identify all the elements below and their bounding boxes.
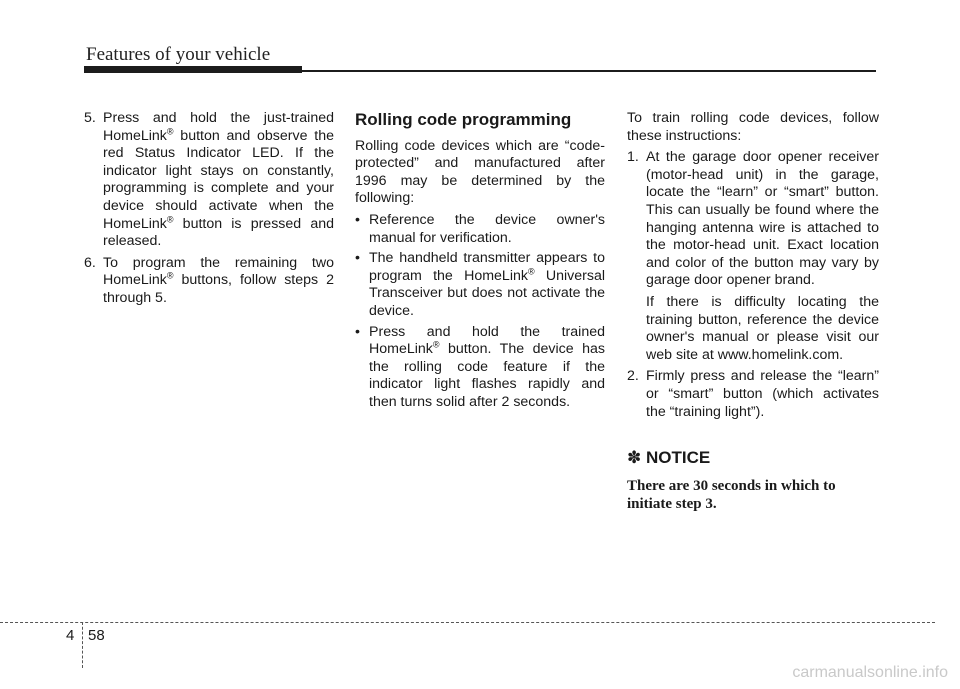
step-number: 5.: [84, 110, 96, 126]
footer-rule: [0, 622, 935, 623]
notice-heading: [627, 449, 879, 467]
page-number: 58: [88, 627, 105, 644]
header-rule-thick: [84, 66, 302, 73]
bullet-text: button. The device has the rolling code feature if the indicator light flashes rapidly and then turns solid after 2 seconds.: [369, 341, 605, 410]
column-2: [355, 110, 605, 415]
bullet-item: [355, 212, 605, 247]
step-number: 6.: [84, 254, 96, 271]
registered-mark: ®: [166, 125, 174, 136]
column-3: [627, 110, 879, 513]
instructions-intro: To train rolling code devices, follow these instructions:: [627, 110, 879, 144]
section-intro: Rolling code devices which are “code-protected” and manufactured after 1996 may be determined by the following:: [355, 137, 605, 207]
registered-mark: ®: [432, 339, 440, 350]
step-number: 1.: [627, 149, 639, 166]
bullet-text: The handheld transmitter appears to program the HomeLink: [369, 250, 605, 284]
step-text: At the garage door opener receiver (motor-head unit) in the garage, locate the “learn” or “smart” button. This can usually be found where the hanging antenna wire is attached to the motor-head unit. Exact location and color of the button may vary by garage door opener brand.: [646, 149, 879, 289]
step-text: Firmly press and release the “learn” or “smart” button (which activates the “training light”).: [646, 368, 879, 420]
instruction-step-2: [627, 368, 879, 421]
column-1: [84, 110, 334, 312]
bullet-icon: •: [355, 211, 360, 228]
step-text: button is pressed and released.: [103, 215, 334, 250]
step-text: To program the remaining two HomeLink: [103, 254, 334, 289]
step-number: 2.: [627, 368, 639, 385]
instruction-step-1: [627, 149, 879, 290]
bullet-text: Universal Transceiver but does not activate the device.: [369, 267, 605, 319]
watermark: carmanualsonline.info: [792, 664, 948, 681]
step-6: [84, 255, 334, 308]
step-5: [84, 110, 334, 251]
bullet-text: Reference the device owner's manual for verification.: [369, 211, 605, 246]
step-text: button and observe the red Status Indicator LED. If the indicator light stays on constantly, programming is complete and your device should activate when the HomeLink: [103, 127, 334, 232]
notice-text: There are 30 seconds in which to initiate step 3.: [627, 477, 836, 512]
bullet-text: Press and hold the trained HomeLink: [369, 323, 605, 358]
bullet-icon: •: [355, 323, 360, 340]
step-1-extra: If there is difficulty locating the training button, reference the device owner's manual or please visit our web site at www.homelink.com.: [646, 293, 879, 363]
registered-mark: ®: [527, 266, 535, 277]
step-text: Press and hold the just-trained HomeLink: [103, 110, 334, 144]
header-rule-thin: [302, 70, 876, 72]
step-text: buttons, follow steps 2 through 5.: [103, 272, 334, 306]
registered-mark: ®: [166, 213, 174, 224]
bullet-icon: •: [355, 250, 360, 267]
registered-mark: ®: [166, 270, 174, 281]
chapter-number: 4: [66, 627, 75, 644]
bullet-item: [355, 250, 605, 320]
footer-divider: [82, 622, 83, 668]
section-title: Rolling code programming: [355, 110, 572, 129]
notice-icon: ✽: [627, 448, 642, 468]
bullet-item: [355, 324, 605, 412]
header-title: Features of your vehicle: [86, 44, 271, 65]
notice-title: NOTICE: [645, 448, 711, 468]
